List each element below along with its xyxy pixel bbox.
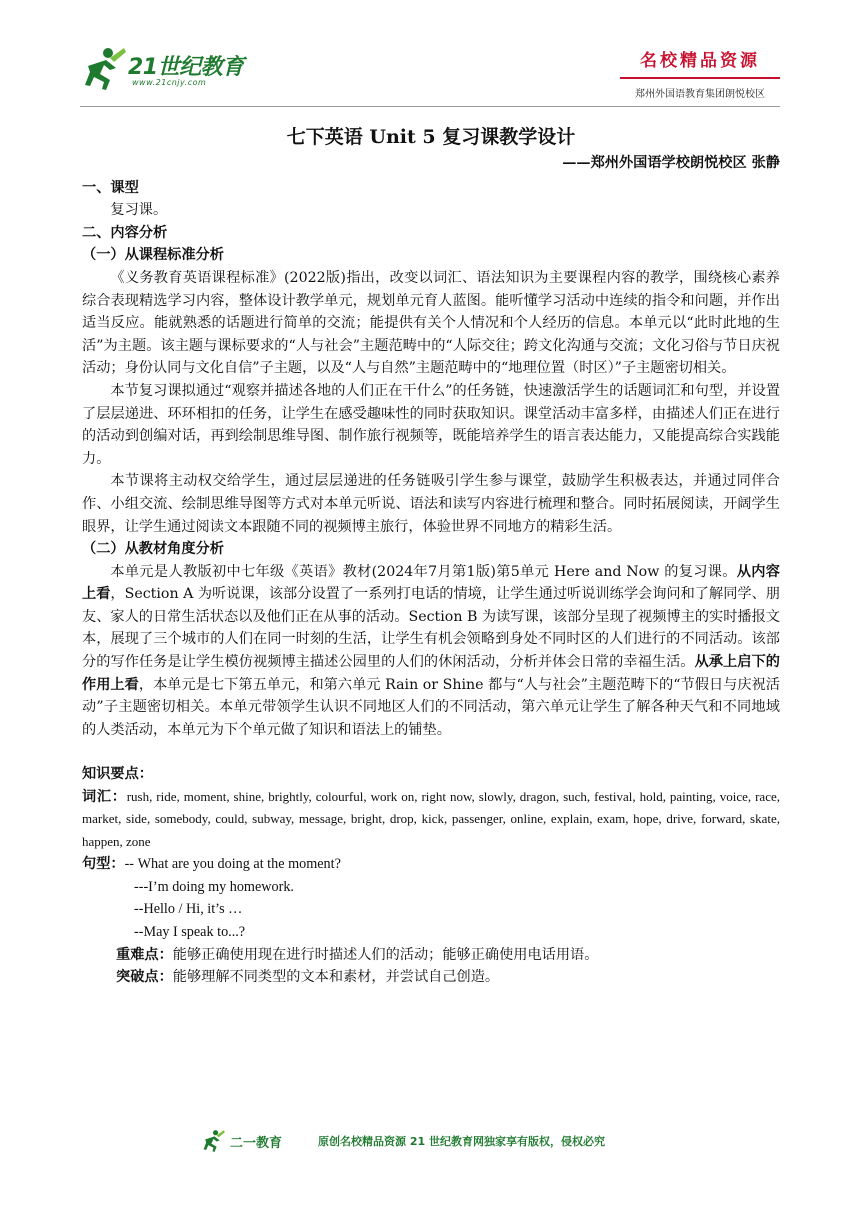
subsection-heading-curriculum: （一）从课程标准分析: [82, 247, 224, 264]
section-body-lesson-type: 复习课。: [110, 202, 168, 219]
paragraph-textbook: [82, 561, 780, 742]
sentence-pattern-3: --Hello / Hi, it’s …: [134, 901, 243, 918]
textbook-link: ，本单元是七下第五单元，和第六单元 Rain or Shine 都与“人与社会”主题范畴下的“节假日与庆祝活动”子主题密切相关。本单元带领学生认识不同地区人们的不同活动，第六单元让学生了解各种天气和不同地域的人类活动，本单元为下个单元做了知识和语法上的铺垫。: [82, 676, 780, 738]
header-org: 郑州外国语教育集团朗悦校区: [635, 89, 765, 100]
paragraph-curriculum-1: 《义务教育英语课程标准》(2022版)指出，改变以词汇、语法知识为主要课程内容的教学，围绕核心素养综合表现精选学习内容，整体设计教学单元，规划单元育人蓝图。能听懂学习活动中连续的指令和问题，并作出适当反应。能就熟悉的话题进行简单的交流；能提供有关个人情况和个人经历的信息。本单元以“此时此地的生活”为主题。该主题与课标要求的“人与社会”主题范畴中的“人际交往；跨文化沟通与交流；文化习俗与节日庆祝活动；身份认同与文化自信”子主题，以及“人与自然”主题范畴中的“地理位置（时区）”子主题密切相关。: [82, 269, 780, 377]
logo-url-text: www.21cnjy.com: [132, 78, 207, 87]
site-logo: [80, 44, 280, 96]
footer-runner-icon: [200, 1128, 228, 1154]
paragraph-curriculum-3: 本节课将主动权交给学生，通过层层递进的任务链吸引学生参与课堂，鼓励学生积极表达，并通过同伴合作、小组交流、绘制思维导图等方式对本单元听说、语法和读写内容进行梳理和整合。同时拓展阅读，开阔学生眼界，让学生通过阅读文本跟随不同的视频博主旅行，体验世界不同地方的精彩生活。: [82, 473, 780, 535]
key-difficulty: [116, 944, 780, 967]
subsection-heading-textbook: （二）从教材角度分析: [82, 541, 224, 558]
paragraph-curriculum-2: 本节复习课拟通过“观察并描述各地的人们正在干什么”的任务链，快速激活学生的话题词汇和句型，并设置了层层递进、环环相扣的任务，让学生在感受趣味性的同时获取知识。课堂活动丰富多样，由描述人们正在进行的活动到创编对话，再到绘制思维导图、制作旅行视频等，既能培养学生的语言表达能力，又能提高综合实践能力。: [82, 382, 780, 467]
textbook-bold-link: 从承上启下的作用上看: [82, 654, 780, 693]
breakthrough-point: [116, 966, 780, 989]
header-divider: [80, 106, 780, 107]
document-author: ——郑州外国语学校朗悦校区 张静: [562, 155, 780, 171]
vocabulary-words: rush, ride, moment, shine, brightly, colourful, work on, right now, slowly, dragon, such, festival, hold, painting, voice, race, market, side, somebody, could, subway, message, bright, drop, kick, passenger, online, explain, exam, hope, drive, forward, skate, happen, zone: [82, 789, 780, 849]
textbook-bold-content: 从内容上看: [82, 563, 780, 603]
runner-logo-icon: [80, 44, 130, 94]
key-difficulty-text: 能够正确使用现在进行时描述人们的活动；能够正确使用电话用语。: [172, 946, 599, 963]
document-title: 七下英语 Unit 5 复习课教学设计: [286, 126, 576, 148]
vocabulary-label: 词汇：: [82, 789, 127, 806]
document-body: [82, 122, 780, 989]
textbook-sections: ，Section A 为听说课，该部分设置了一系列打电话的情境，让学生通过听说训练学会询问和了解同学、朋友、家人的日常生活状态以及他们正在从事的活动。Section B 为读写课，该部分呈现了视频博主的实时播报文本，展现了三个城市的人们在同一时刻的生活，让学生有机会领略到身处不同时区的人们进行的不同活动。该部分的写作任务是让学生模仿视频博主描述公园里的人们的休闲活动，分析并体会日常的幸福生活。: [82, 586, 780, 671]
key-difficulty-label: 重难点：: [116, 946, 173, 963]
textbook-intro: 本单元是人教版初中七年级《英语》教材(2024年7月第1版)第5单元 Here and Now 的复习课。: [110, 563, 737, 580]
sentence-text-1: -- What are you doing at the moment?: [124, 856, 341, 873]
breakthrough-label: 突破点：: [116, 969, 173, 986]
sentence-pattern-4: --May I speak to...?: [134, 924, 246, 941]
header-stamp: 名校精品资源: [620, 46, 780, 79]
footer-copyright: 原创名校精品资源 21 世纪教育网独家享有版权，侵权必究: [318, 1135, 605, 1148]
section-heading-content-analysis: 二、内容分析: [82, 224, 168, 241]
sentence-pattern-1: [82, 853, 780, 876]
header-badge: [620, 46, 780, 100]
section-heading-lesson-type: 一、课型: [82, 179, 139, 196]
sentence-pattern-label: 句型：: [82, 856, 125, 873]
knowledge-points-heading: 知识要点：: [82, 766, 153, 783]
logo-brand-text: 21世纪教育: [128, 55, 244, 80]
footer-logo: [200, 1128, 290, 1154]
sentence-pattern-2: ---I’m doing my homework.: [134, 878, 294, 895]
footer-logo-text: 二一教育: [230, 1136, 283, 1151]
breakthrough-text: 能够理解不同类型的文本和素材，并尝试自己创造。: [172, 969, 500, 986]
vocabulary-list: [82, 786, 780, 853]
page-footer: [200, 1128, 700, 1154]
